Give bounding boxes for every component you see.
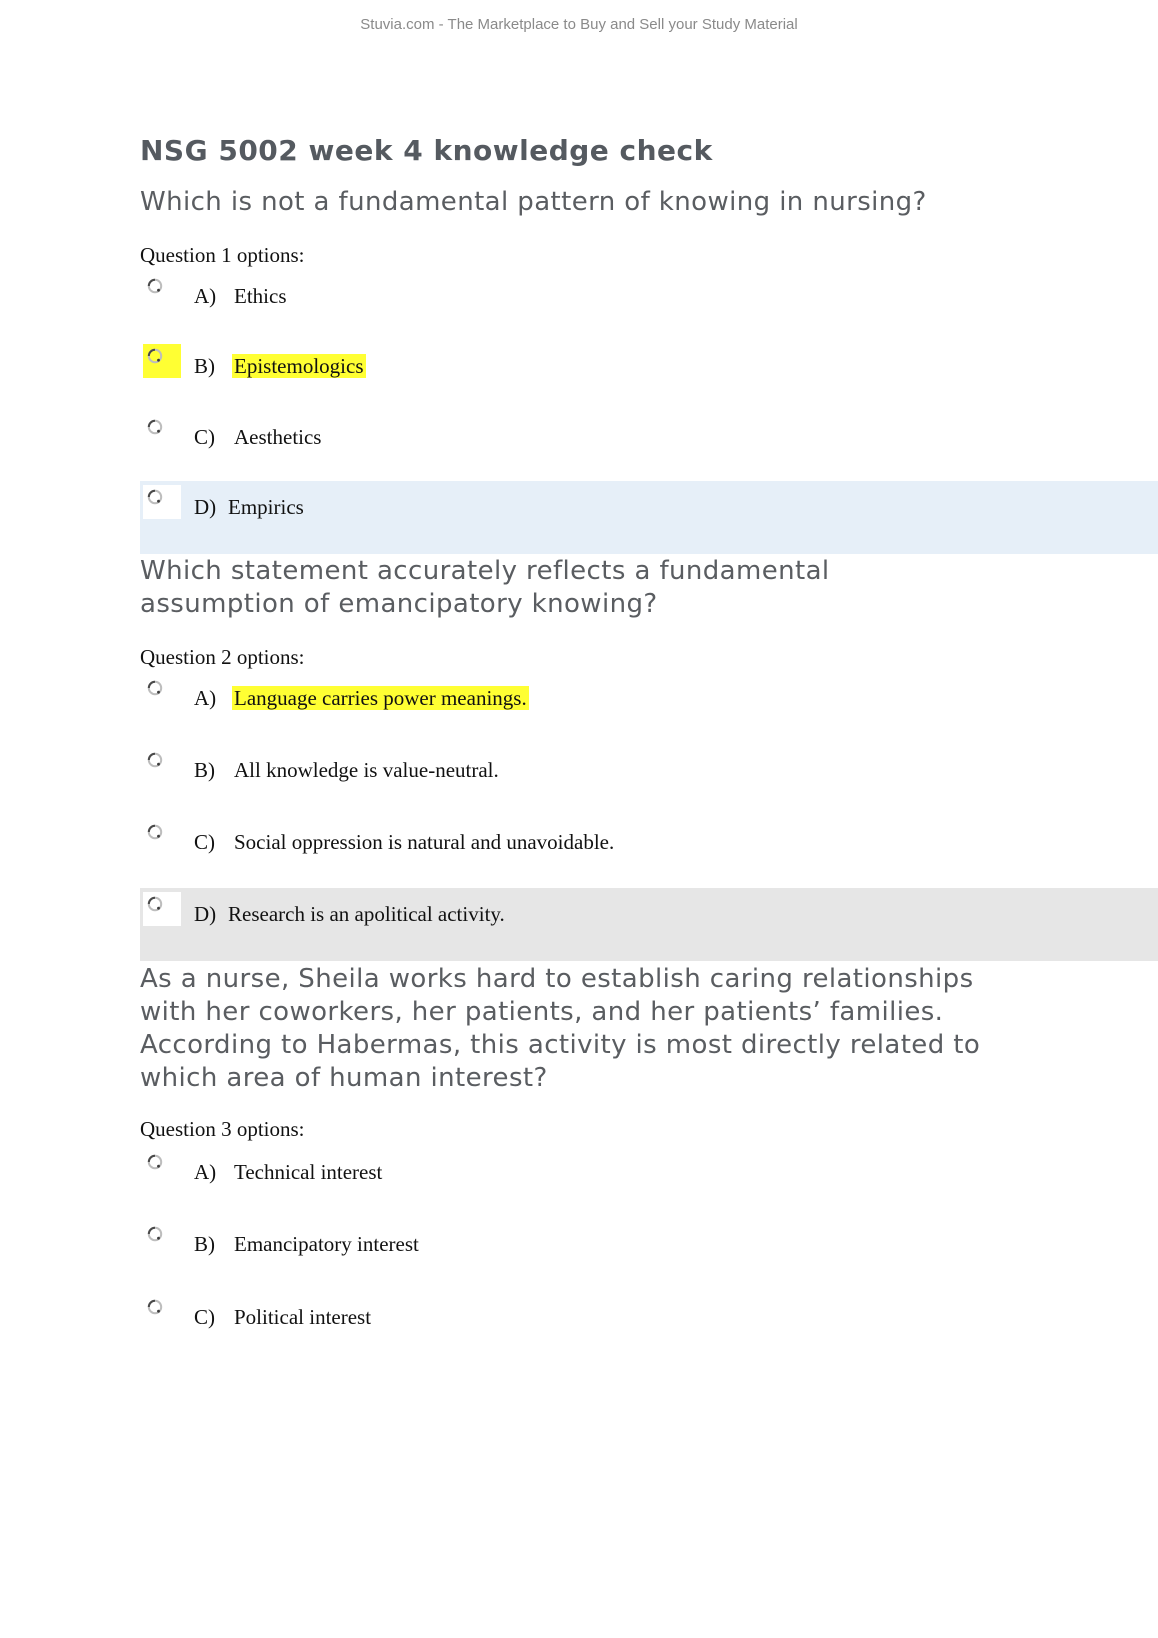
option-label	[194, 902, 505, 927]
radio-button[interactable]	[143, 1295, 181, 1329]
radio-button[interactable]	[143, 1222, 181, 1256]
option-letter: C)	[194, 830, 215, 854]
option-letter: B)	[194, 354, 215, 378]
option-row-d[interactable]	[140, 888, 1158, 961]
radio-button[interactable]	[143, 892, 181, 926]
option-row-d[interactable]	[140, 481, 1158, 554]
option-answer-highlighted: Language carries power meanings.	[234, 686, 527, 710]
option-letter: B)	[194, 758, 215, 782]
option-row-a[interactable]	[140, 672, 1158, 745]
option-label	[194, 686, 529, 711]
radio-button-icon	[147, 752, 163, 768]
radio-button-icon	[147, 896, 163, 912]
option-row-c[interactable]	[140, 816, 1158, 889]
radio-button-icon	[147, 680, 163, 696]
stuvia-watermark: Stuvia.com - The Marketplace to Buy and Sell your Study Material	[360, 16, 798, 33]
option-answer: All knowledge is value-neutral.	[234, 758, 499, 782]
options-label: Question 2 options:	[140, 645, 305, 669]
option-answer: Empirics	[228, 495, 304, 519]
option-label	[194, 830, 614, 855]
option-label	[194, 1160, 382, 1185]
option-label	[194, 1305, 371, 1330]
option-answer: Aesthetics	[234, 425, 322, 449]
question-prompt: Which is not a fundamental pattern of knowing in nursing?	[140, 187, 927, 217]
option-label	[194, 354, 366, 379]
radio-button[interactable]	[143, 415, 181, 449]
option-row-c[interactable]	[140, 411, 1158, 484]
options-label: Question 3 options:	[140, 1117, 305, 1141]
radio-button[interactable]	[143, 820, 181, 854]
option-letter: A)	[194, 284, 217, 308]
option-row-b[interactable]	[140, 1218, 1158, 1291]
option-row-a[interactable]	[140, 1146, 1158, 1219]
radio-button-icon	[147, 278, 163, 294]
option-answer-highlighted: Epistemologics	[234, 354, 364, 378]
option-answer: Emancipatory interest	[234, 1232, 419, 1256]
page-title: NSG 5002 week 4 knowledge check	[140, 134, 713, 167]
option-label	[194, 425, 321, 450]
option-label	[194, 284, 287, 309]
option-row-b[interactable]	[140, 744, 1158, 817]
radio-button[interactable]	[143, 274, 181, 308]
option-answer: Technical interest	[234, 1160, 383, 1184]
radio-button-icon	[147, 1299, 163, 1315]
option-letter: C)	[194, 425, 215, 449]
radio-button[interactable]	[143, 1150, 181, 1184]
radio-button-icon	[147, 419, 163, 435]
option-label	[194, 758, 499, 783]
option-label	[194, 495, 304, 520]
radio-button[interactable]	[143, 485, 181, 519]
radio-button-icon	[147, 348, 163, 364]
radio-button[interactable]	[143, 748, 181, 782]
option-row-a[interactable]	[140, 270, 1158, 343]
option-letter: B)	[194, 1232, 215, 1256]
radio-button-icon	[147, 824, 163, 840]
radio-button[interactable]	[143, 676, 181, 710]
option-row-c[interactable]	[140, 1291, 1158, 1364]
option-label	[194, 1232, 419, 1257]
question-prompt: As a nurse, Sheila works hard to establish caring relationships with her coworkers, her patients, and her patients’ families. According to Habermas, this activity is most directly related to which area of human interest?	[140, 964, 981, 1093]
option-letter: C)	[194, 1305, 215, 1329]
option-answer: Social oppression is natural and unavoidable.	[234, 830, 615, 854]
option-row-b[interactable]	[140, 340, 1158, 413]
radio-button[interactable]	[143, 344, 181, 378]
radio-button-icon	[147, 1226, 163, 1242]
option-answer: Political interest	[234, 1305, 372, 1329]
radio-button-icon	[147, 489, 163, 505]
option-letter: D)	[194, 902, 217, 926]
radio-button-icon	[147, 1154, 163, 1170]
option-letter: D)	[194, 495, 217, 519]
option-answer: Research is an apolitical activity.	[228, 902, 505, 926]
option-letter: A)	[194, 1160, 217, 1184]
question-prompt: Which statement accurately reflects a fundamental assumption of emancipatory knowing?	[140, 556, 830, 619]
option-letter: A)	[194, 686, 217, 710]
options-label: Question 1 options:	[140, 243, 305, 267]
option-answer: Ethics	[234, 284, 287, 308]
